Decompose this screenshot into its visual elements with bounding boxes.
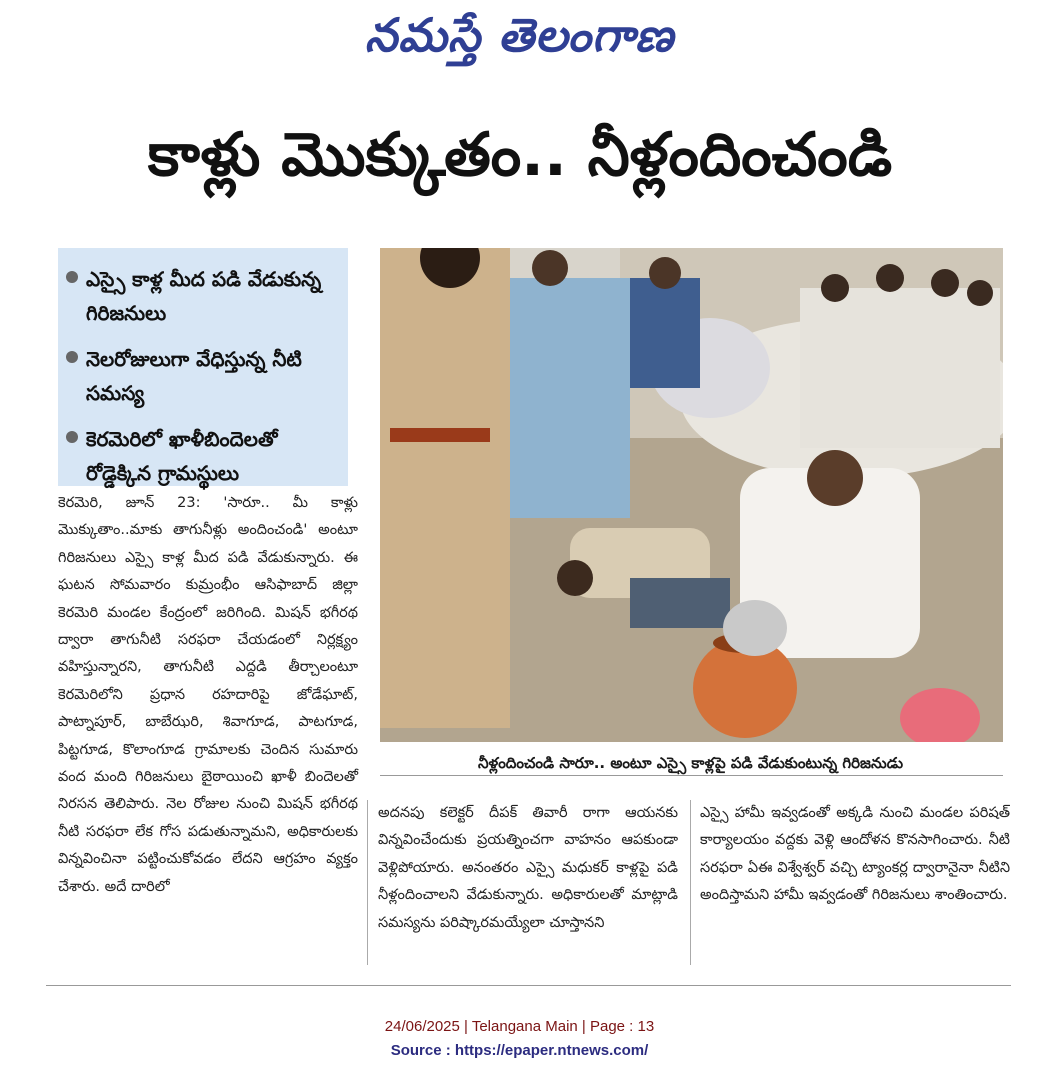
article-column-1: కెరమెరి, జూన్ 23: 'సారూ.. మీ కాళ్లు మొక్కుతాం..మాకు తాగునీళ్లు అందించండి' అంటూ గిరిజనులు ఎస్సై కాళ్ల మీద పడి వేడుకున్నారు. ఈ ఘటన సోమవారం కుమ్రంభీం ఆసిఫాబాద్ జిల్లా కెరమెరి మండల కేంద్రంలో జరిగింది. మిషన్ భగీరథ ద్వారా తాగునీటి సరఫరా చేయడంలో నిర్లక్ష్యం వహిస్తున్నారని, తాగునీటి ఎద్దడి తీర్చాలంటూ కెరమెరిలోని ప్రధాన రహదారిపై జోడేఘాట్, పాట్నాపూర్, బాబేఝరి, శివాగూడ, పాటగూడ, పిట్టగూడ, కొలాంగూడ గ్రామాలకు చెందిన సుమారు వంద మంది గిరిజనులు బైఠాయించి ఖాళీ బిందెలతో నిరసన తెలిపారు. నెల రోజుల నుంచి మిషన్ భగీరథ నీటి సరఫరా లేక గోస పడుతున్నామని, అధికారులకు విన్నవించినా పట్టించుకోవడం లేదని ఆగ్రహం వ్యక్తం చేశారు. అదే దారిలో xyxy=(58,495,358,895)
highlight-item xyxy=(66,422,338,490)
bullet-icon xyxy=(66,431,78,443)
photo-caption: నీళ్లందించండి సారూ.. అంటూ ఎస్సై కాళ్లపై పడి వేడుకుంటున్న గిరిజనుడు xyxy=(380,750,1003,776)
footer-date-edition: 24/06/2025 | Telangana Main | Page : 13 xyxy=(384,1018,655,1035)
bullet-icon xyxy=(66,271,78,283)
footer-source-link[interactable]: Source : https://epaper.ntnews.com/ xyxy=(390,1042,649,1059)
highlight-text: ఎస్సై కాళ్ల మీద పడి వేడుకున్న గిరిజనులు xyxy=(86,267,322,325)
article-column-3: ఎస్సై హామీ ఇవ్వడంతో అక్కడి నుంచి మండల పరిషత్ కార్యాలయం వద్దకు వెళ్లి ఆందోళన కొనసాగించారు. నీటి సరఫరా ఏఈ విశ్వేశ్వర్ వచ్చి ట్యాంకర్ల ద్వారానైనా నీటిని అందిస్తామని హామీ ఇవ్వడంతో గిరిజనులు శాంతించారు. xyxy=(700,805,1010,904)
footer-divider xyxy=(46,985,1011,986)
column-divider xyxy=(690,800,691,965)
highlights-box xyxy=(58,248,348,486)
protest-photo-illustration xyxy=(380,248,1003,742)
column-divider xyxy=(367,800,368,965)
news-photo xyxy=(380,248,1003,742)
newspaper-masthead: నమస్తే తెలంగాణ xyxy=(364,8,675,62)
bullet-icon xyxy=(66,351,78,363)
highlight-text: కెరమెరిలో ఖాళీబిందెలతో రోడ్డెక్కిన గ్రామస్థులు xyxy=(86,427,278,485)
page-footer xyxy=(0,1015,1039,1063)
article-column-2: అదనపు కలెక్టర్ దీపక్ తివారీ రాగా ఆయనకు విన్నవించేందుకు ప్రయత్నించగా వాహనం ఆపకుండా వెళ్లిపోయారు. అనంతరం ఎస్సై మధుకర్ కాళ్లపై పడి నీళ్లందించాలని వేడుకున్నారు. అధికారులతో మాట్లాడి సమస్యను పరిష్కారమయ్యేలా చూస్తానని xyxy=(378,805,678,931)
highlight-item xyxy=(66,262,338,330)
highlight-text: నెలరోజులుగా వేధిస్తున్న నీటి సమస్య xyxy=(86,347,302,405)
article-headline: కాళ్లు మొక్కుతం.. నీళ్లందించండి xyxy=(147,120,893,190)
highlight-item xyxy=(66,342,338,410)
